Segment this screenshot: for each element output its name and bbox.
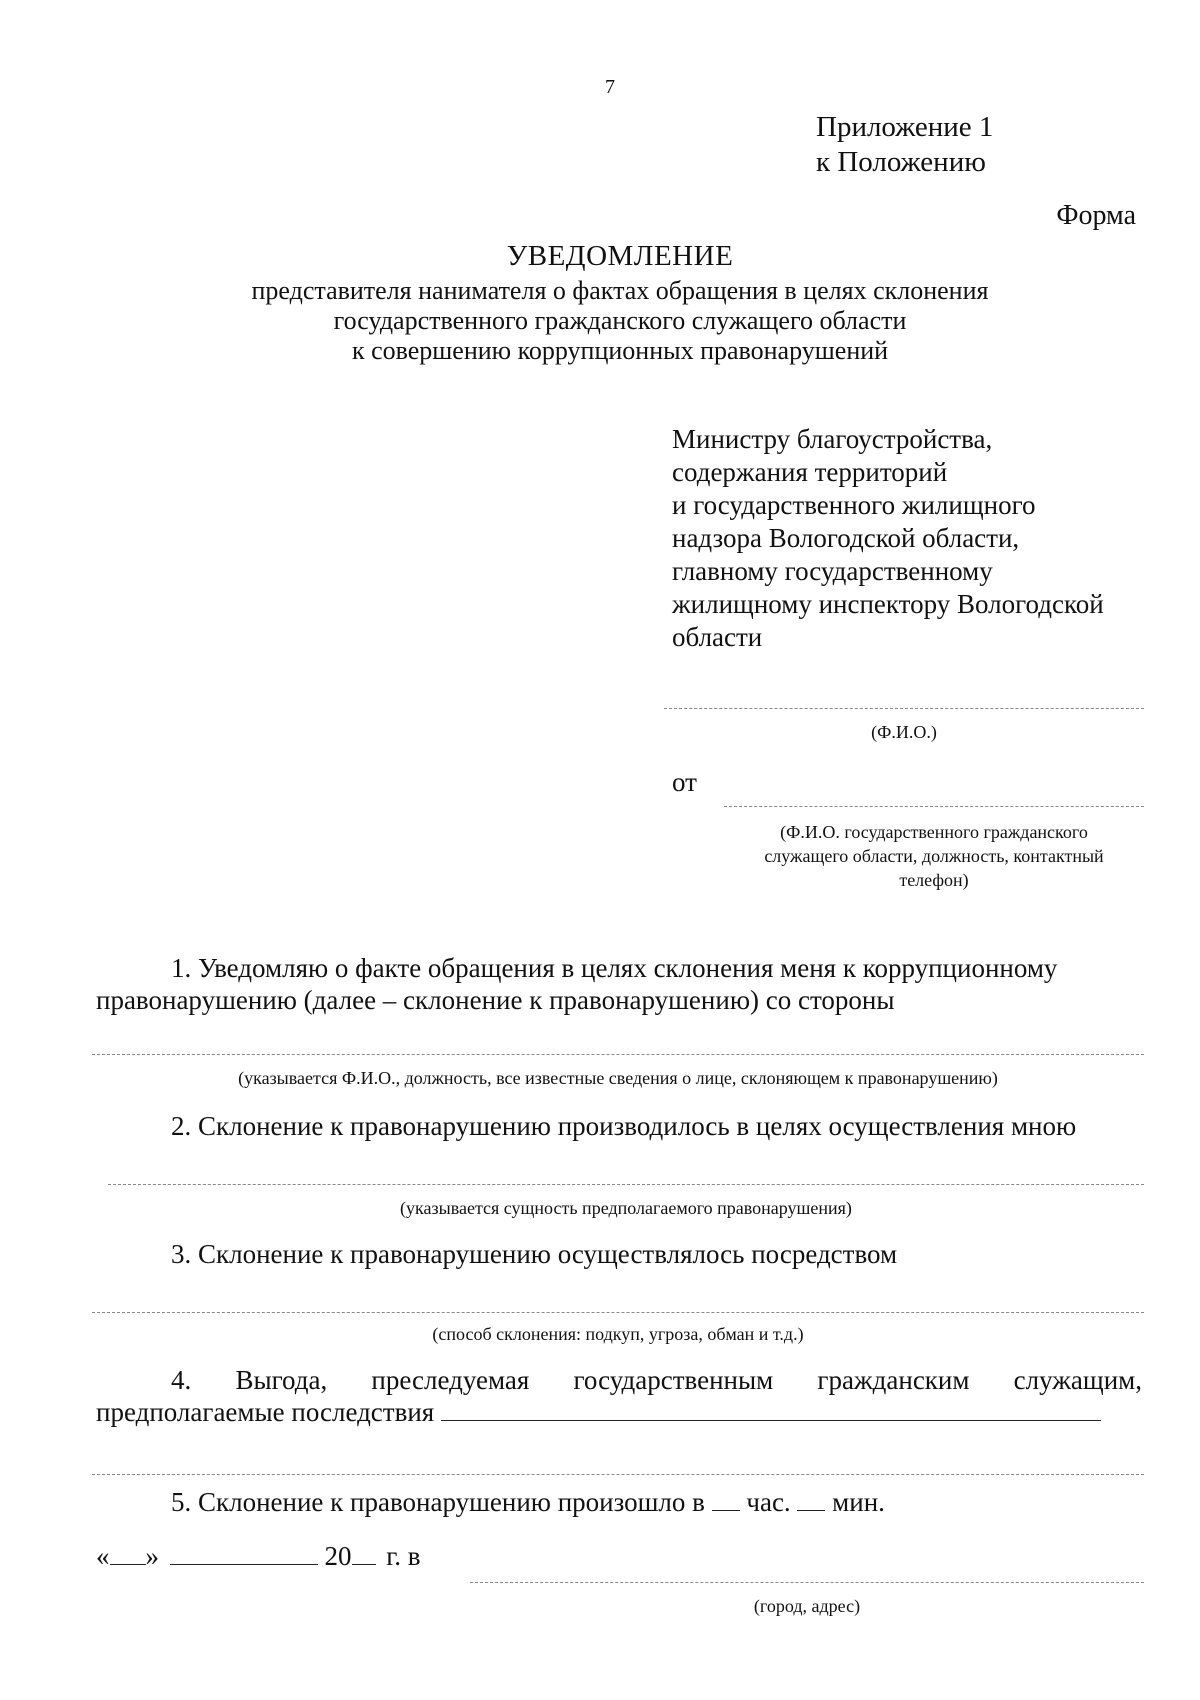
recipient-fio-field[interactable] [664,708,1144,709]
appendix-line-2: к Положению [816,146,986,178]
minute-field[interactable] [797,1488,825,1511]
recipient-fio-caption: (Ф.И.О.) [871,722,937,742]
sender-caption-line-1: (Ф.И.О. государственного гражданского [780,822,1088,842]
item-1-text [96,952,1146,1016]
page-number: 7 [605,76,615,98]
day-field[interactable] [110,1542,146,1565]
close-quote: » [145,1541,159,1571]
from-label: от [672,767,697,797]
addressee-block [672,423,1104,654]
hour-field[interactable] [712,1488,740,1511]
item-1-line-1: 1. Уведомляю о факте обращения в целях склонения меня к коррупционному [171,953,1058,983]
open-quote: « [96,1541,110,1571]
date-row [96,1540,421,1572]
addressee-line: и государственного жилищного [672,490,1036,520]
year-field[interactable] [352,1542,376,1565]
appendix-line-1: Приложение 1 [816,111,994,143]
subtitle-line-3: к совершению коррупционных правонарушений [351,336,889,365]
addressee-line: области [672,622,763,652]
addressee-line: жилищному инспектору Вологодской [672,589,1104,619]
item-4-line-2: предполагаемые последствия [96,1397,435,1427]
minute-label: мин. [832,1487,885,1517]
document-title: УВЕДОМЛЕНИЕ [506,240,734,272]
year-prefix: 20 [324,1541,352,1571]
subtitle-line-2: государственного гражданского служащего области [333,306,907,335]
addressee-line: содержания территорий [672,457,948,487]
addressee-line: Министру благоустройства, [672,424,993,454]
item-1-line-2: правонарушению (далее – склонение к правонарушению) со стороны [96,985,895,1015]
item-1-field[interactable] [92,1054,1144,1055]
sender-caption-line-2: служащего области, должность, контактный [764,846,1104,866]
document-subtitle [0,276,1200,366]
city-address-field[interactable] [470,1582,1144,1583]
item-5-row [171,1486,885,1518]
appendix-reference [816,110,993,180]
item-4-consequences-field[interactable] [441,1396,1101,1421]
sender-caption [724,820,1144,892]
item-2-field[interactable] [108,1184,1144,1185]
subtitle-line-1: представителя нанимателя о фактах обращения в целях склонения [251,276,989,305]
item-3-text: 3. Склонение к правонарушению осуществлялось посредством [171,1239,898,1269]
item-5-text: 5. Склонение к правонарушению произошло в [171,1487,705,1517]
addressee-line: надзора Вологодской области, [672,523,1020,553]
sender-fio-field[interactable] [724,806,1144,807]
item-4-line-2-row [96,1396,1142,1428]
city-address-caption: (город, адрес) [753,1596,861,1616]
item-2-caption: (указывается сущность предполагаемого правонарушения) [400,1198,852,1218]
item-3-caption: (способ склонения: подкуп, угроза, обман и т.д.) [432,1324,804,1344]
hour-label: час. [746,1487,791,1517]
month-field[interactable] [170,1542,318,1565]
item-3-field[interactable] [92,1312,1144,1313]
item-4-line-1: 4. Выгода, преследуемая государственным гражданским служащим, [171,1365,1142,1395]
date-suffix: г. в [386,1541,421,1571]
item-1-caption: (указывается Ф.И.О., должность, все известные сведения о лице, склоняющем к правонарушению) [238,1068,998,1088]
item-2-text: 2. Склонение к правонарушению производилось в целях осуществления мною [171,1111,1077,1141]
item-4-text [96,1364,1142,1428]
form-label: Форма [1056,200,1136,231]
addressee-line: главному государственному [672,556,993,586]
sender-caption-line-3: телефон) [899,870,969,890]
item-4-continuation-field[interactable] [92,1474,1144,1475]
